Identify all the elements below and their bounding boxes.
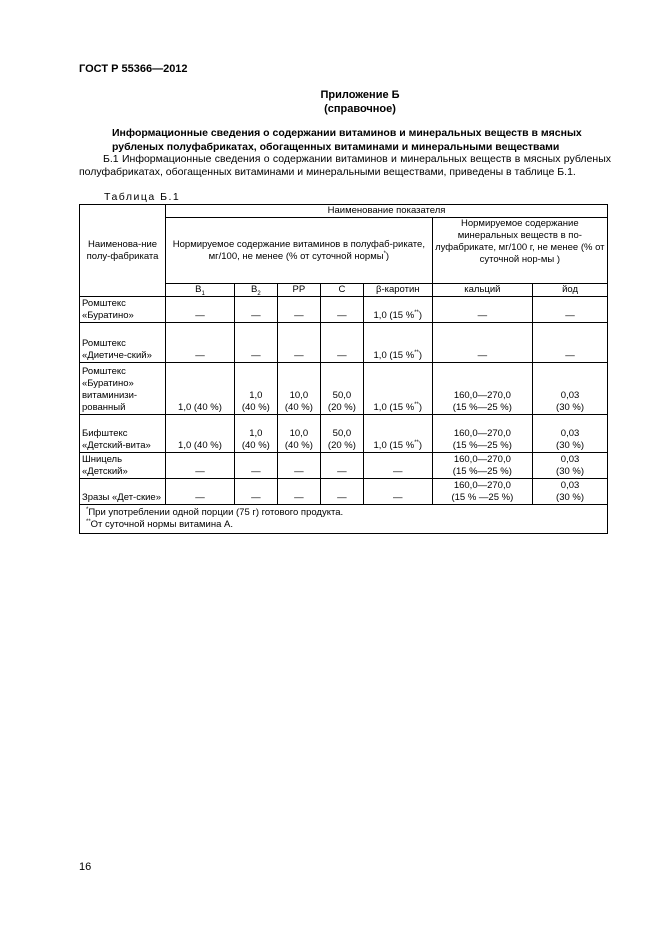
col-b1 <box>166 284 235 297</box>
col-calcium: кальций <box>432 284 532 297</box>
cell-beta: 1,0 (15 %**) <box>363 323 432 363</box>
iodine-percent: (30 %) <box>556 402 585 413</box>
iodine-value: 0,03 <box>560 428 580 439</box>
page-number: 16 <box>79 861 92 873</box>
standard-header: ГОСТ Р 55366—2012 <box>79 63 188 75</box>
c-percent: (20 %) <box>327 440 356 451</box>
vitamins-table <box>79 204 608 534</box>
beta-sup: ** <box>414 309 419 316</box>
beta-value: 1,0 (15 % <box>373 440 415 451</box>
pp-value: 10,0 <box>289 428 309 439</box>
cell-calcium: — <box>432 323 532 363</box>
pp-percent: (40 %) <box>284 440 313 451</box>
c-value: 50,0 <box>332 390 352 401</box>
header-minerals: Нормируемое содержание минеральных веществ в по-луфабрикате, мг/100 г, не менее (% от суточной нор-мы ) <box>432 218 607 284</box>
col-iodine: йод <box>533 284 608 297</box>
cell-beta: 1,0 (15 %**) <box>363 297 432 323</box>
cell-pp: — <box>277 453 320 479</box>
cell-iodine: — <box>533 297 608 323</box>
cell-b2: — <box>234 323 277 363</box>
appendix-name: Приложение Б <box>320 89 400 101</box>
cell-b1: 1,0 (40 %) <box>166 363 235 415</box>
beta-sup: ** <box>414 349 419 356</box>
footnote-2 <box>86 519 603 531</box>
cell-calcium <box>432 479 532 505</box>
footnote-1-mark: * <box>86 506 89 513</box>
cell-b1: 1,0 (40 %) <box>166 415 235 453</box>
pp-percent: (40 %) <box>284 402 313 413</box>
paragraph-text: Б.1 Информационные сведения о содержании витаминов и минеральных веществ в мясных рубленых полуфабрикатах, обогащенных витаминами и минеральными веществами, приведены в таблице Б.1. <box>79 153 611 178</box>
cell-c: — <box>320 453 363 479</box>
cell-iodine <box>533 453 608 479</box>
cell-calcium <box>432 363 532 415</box>
beta-sup: ** <box>414 401 419 408</box>
calcium-value: 160,0—270,0 <box>453 428 511 439</box>
row-name: Ромштекс «Буратино» <box>80 297 166 323</box>
c-value: 50,0 <box>332 428 352 439</box>
calcium-value: 160,0—270,0 <box>453 454 511 465</box>
table-row <box>80 297 608 323</box>
beta-value: 1,0 (15 % <box>373 402 415 413</box>
iodine-value: 0,03 <box>560 480 580 491</box>
cell-b1: — <box>166 479 235 505</box>
table-row <box>80 363 608 415</box>
iodine-value: 0,03 <box>560 390 580 401</box>
cell-b2: — <box>234 453 277 479</box>
table-row <box>80 415 608 453</box>
appendix-title <box>300 88 420 116</box>
cell-iodine <box>533 363 608 415</box>
col-b2 <box>234 284 277 297</box>
cell-c: — <box>320 297 363 323</box>
cell-beta: — <box>363 453 432 479</box>
vitamins-header-text: Нормируемое содержание витаминов в полуфаб-рикате, мг/100, не менее (% от суточной нормы <box>172 238 425 262</box>
cell-beta: 1,0 (15 %**) <box>363 415 432 453</box>
cell-pp <box>277 363 320 415</box>
vitamins-header-sup: * <box>383 250 386 257</box>
cell-b2 <box>234 363 277 415</box>
col-b1-sub: 1 <box>201 290 205 297</box>
intro-paragraph <box>79 153 611 179</box>
b2-percent: (40 %) <box>241 402 270 413</box>
calcium-percent: (15 %—25 %) <box>452 440 512 451</box>
iodine-percent: (30 %) <box>556 440 585 451</box>
cell-pp: — <box>277 297 320 323</box>
cell-b2 <box>234 415 277 453</box>
cell-beta: — <box>363 479 432 505</box>
footnotes-cell <box>80 505 608 534</box>
cell-b2: — <box>234 297 277 323</box>
cell-calcium <box>432 415 532 453</box>
table-row <box>80 323 608 363</box>
cell-pp: — <box>277 479 320 505</box>
cell-beta: 1,0 (15 %**) <box>363 363 432 415</box>
cell-c <box>320 415 363 453</box>
section-heading <box>79 126 611 154</box>
cell-b1: — <box>166 323 235 363</box>
calcium-value: 160,0—270,0 <box>453 390 511 401</box>
beta-sup: ** <box>414 439 419 446</box>
footnote-1 <box>86 507 603 519</box>
col-c: С <box>320 284 363 297</box>
footnote-2-mark: ** <box>86 518 91 525</box>
calcium-percent: (15 % —25 %) <box>451 492 514 503</box>
iodine-percent: (30 %) <box>556 492 585 503</box>
row-name: Бифштекс «Детский-вита» <box>80 415 166 453</box>
cell-b1: — <box>166 297 235 323</box>
col-b2-label: В <box>250 284 258 295</box>
row-name: Ромштекс «Буратино» витаминизи-рованный <box>80 363 166 415</box>
appendix-subtitle: (справочное) <box>324 103 396 115</box>
row-name: Ромштекс «Диетиче-ский» <box>80 323 166 363</box>
header-vitamins: Нормируемое содержание витаминов в полуфаб-рикате, мг/100, не менее (% от суточной нормы*) <box>166 218 433 284</box>
cell-c: — <box>320 323 363 363</box>
col-beta: β-каротин <box>363 284 432 297</box>
col-b1-label: В <box>195 284 202 295</box>
beta-value: 1,0 (15 % <box>373 350 415 361</box>
iodine-value: 0,03 <box>560 454 580 465</box>
cell-b2: — <box>234 479 277 505</box>
col-b2-sub: 2 <box>257 290 261 297</box>
footnote-2-text: От суточной нормы витамина А. <box>90 519 233 530</box>
table-row <box>80 479 608 505</box>
b2-value: 1,0 <box>249 390 263 401</box>
col-pp: РР <box>277 284 320 297</box>
table-caption: Таблица Б.1 <box>104 191 181 203</box>
cell-pp <box>277 415 320 453</box>
table-footnotes <box>80 505 608 534</box>
footnote-1-text: При употреблении одной порции (75 г) готового продукта. <box>88 507 344 518</box>
pp-value: 10,0 <box>289 390 309 401</box>
cell-c <box>320 363 363 415</box>
header-indicator: Наименование показателя <box>166 205 608 218</box>
table-row <box>80 453 608 479</box>
heading-line-2: рубленых полуфабрикатах, обогащенных витаминами и минеральными веществами <box>112 141 560 153</box>
b2-percent: (40 %) <box>241 440 270 451</box>
calcium-percent: (15 %—25 %) <box>452 402 512 413</box>
cell-c: — <box>320 479 363 505</box>
iodine-percent: (30 %) <box>556 466 585 477</box>
cell-iodine <box>533 479 608 505</box>
header-product-name: Наименова-ние полу-фабриката <box>80 205 166 297</box>
calcium-percent: (15 %—25 %) <box>452 466 512 477</box>
heading-line-1: Информационные сведения о содержании витаминов и минеральных веществ в мясных <box>112 127 582 139</box>
calcium-value: 160,0—270,0 <box>453 480 511 491</box>
c-percent: (20 %) <box>327 402 356 413</box>
cell-calcium <box>432 453 532 479</box>
row-name: Шницель «Детский» <box>80 453 166 479</box>
cell-iodine: — <box>533 323 608 363</box>
cell-pp: — <box>277 323 320 363</box>
beta-value: 1,0 (15 % <box>373 310 415 321</box>
row-name: Зразы «Дет-ские» <box>80 479 166 505</box>
cell-b1: — <box>166 453 235 479</box>
cell-iodine <box>533 415 608 453</box>
cell-calcium: — <box>432 297 532 323</box>
b2-value: 1,0 <box>249 428 263 439</box>
